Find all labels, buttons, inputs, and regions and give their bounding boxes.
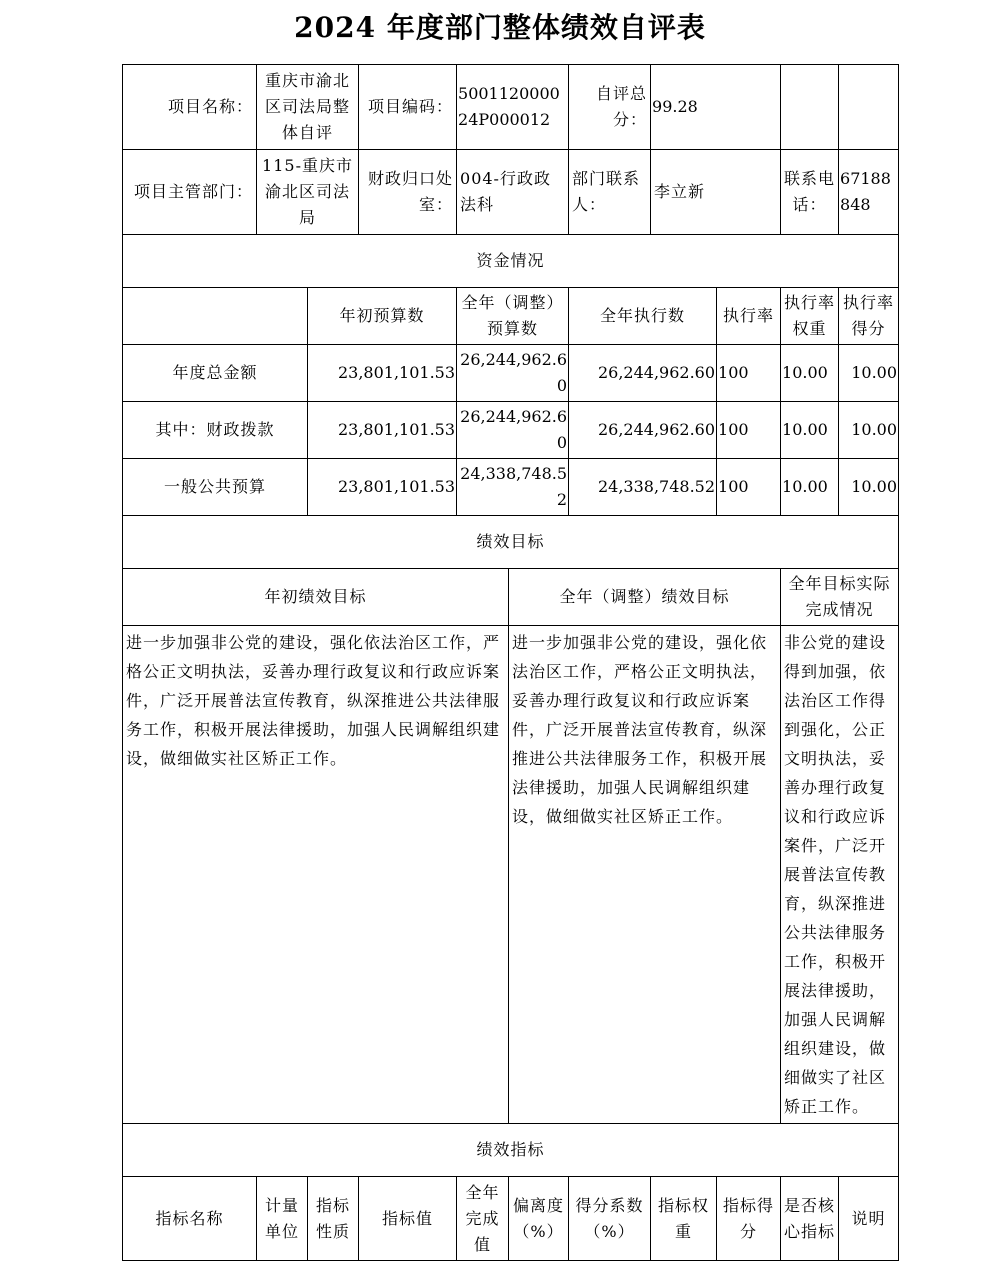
funds-value: 24,338,748.52 bbox=[569, 459, 717, 516]
empty-cell bbox=[839, 65, 899, 150]
project-name-value: 重庆市渝北区司法局整体自评 bbox=[257, 65, 359, 150]
indicator-header: 指标得分 bbox=[717, 1177, 781, 1261]
indicator-header: 指标名称 bbox=[123, 1177, 257, 1261]
funds-value: 10.00 bbox=[839, 402, 899, 459]
info-row-2 bbox=[123, 150, 899, 235]
funds-value: 24,338,748.52 bbox=[457, 459, 569, 516]
funds-value: 100 bbox=[717, 345, 781, 402]
funds-value: 10.00 bbox=[781, 402, 839, 459]
funds-value: 10.00 bbox=[839, 459, 899, 516]
info-row-1 bbox=[123, 65, 899, 150]
indicators-header-row bbox=[123, 1177, 899, 1261]
project-code-label: 项目编码： bbox=[359, 65, 457, 150]
goals-header-row bbox=[123, 569, 899, 626]
funds-value: 23,801,101.53 bbox=[308, 345, 457, 402]
dept-value: 115-重庆市渝北区司法局 bbox=[257, 150, 359, 235]
indicators-section-row bbox=[123, 1124, 899, 1177]
goal-initial-text: 进一步加强非公党的建设，强化依法治区工作，严格公正文明执法，妥善办理行政复议和行政应诉案件，广泛开展普法宣传教育，纵深推进公共法律服务工作，积极开展法律援助，加强人民调解组织建设，做细做实社区矫正工作。 bbox=[123, 626, 509, 1124]
indicator-header: 指标性质 bbox=[308, 1177, 359, 1261]
funds-header: 执行率 bbox=[717, 288, 781, 345]
funds-section-title: 资金情况 bbox=[123, 235, 899, 288]
funds-value: 23,801,101.53 bbox=[308, 459, 457, 516]
project-name-label: 项目名称： bbox=[123, 65, 257, 150]
goal-actual-text: 非公党的建设得到加强，依法治区工作得到强化，公正文明执法，妥善办理行政复议和行政应诉案件，广泛开展普法宣传教育，纵深推进公共法律服务工作，积极开展法律援助，加强人民调解组织建设，做细做实了社区矫正工作。 bbox=[781, 626, 899, 1124]
funds-value: 100 bbox=[717, 402, 781, 459]
goals-header-adjusted: 全年（调整）绩效目标 bbox=[509, 569, 781, 626]
funds-value: 10.00 bbox=[839, 345, 899, 402]
goals-section-row bbox=[123, 516, 899, 569]
funds-row bbox=[123, 459, 899, 516]
funds-value: 26,244,962.60 bbox=[569, 345, 717, 402]
finance-office-value: 004-行政政法科 bbox=[457, 150, 569, 235]
goal-adjusted-text: 进一步加强非公党的建设，强化依法治区工作，严格公正文明执法，妥善办理行政复议和行政应诉案件，广泛开展普法宣传教育，纵深推进公共法律服务工作，积极开展法律援助，加强人民调解组织建设，做细做实社区矫正工作。 bbox=[509, 626, 781, 1124]
funds-value: 100 bbox=[717, 459, 781, 516]
funds-header: 年初预算数 bbox=[308, 288, 457, 345]
funds-header: 全年（调整）预算数 bbox=[457, 288, 569, 345]
page-title: 2024 年度部门整体绩效自评表 bbox=[294, 11, 706, 44]
indicator-header: 计量单位 bbox=[257, 1177, 308, 1261]
phone-value: 67188848 bbox=[839, 150, 899, 235]
contact-label: 部门联系人： bbox=[569, 150, 651, 235]
contact-value: 李立新 bbox=[651, 150, 781, 235]
funds-row bbox=[123, 345, 899, 402]
performance-table bbox=[122, 64, 899, 1261]
dept-label: 项目主管部门： bbox=[123, 150, 257, 235]
funds-row-label: 一般公共预算 bbox=[123, 459, 308, 516]
funds-section-row bbox=[123, 235, 899, 288]
indicator-header: 指标值 bbox=[359, 1177, 457, 1261]
self-score-label: 自评总分： bbox=[569, 65, 651, 150]
indicator-header: 得分系数（%） bbox=[569, 1177, 651, 1261]
funds-value: 26,244,962.60 bbox=[457, 402, 569, 459]
funds-value: 23,801,101.53 bbox=[308, 402, 457, 459]
funds-value: 10.00 bbox=[781, 345, 839, 402]
self-score-value: 99.28 bbox=[651, 65, 781, 150]
indicator-header: 说明 bbox=[839, 1177, 899, 1261]
indicators-section-title: 绩效指标 bbox=[123, 1124, 899, 1177]
funds-header: 执行率权重 bbox=[781, 288, 839, 345]
funds-value: 26,244,962.60 bbox=[457, 345, 569, 402]
funds-header-row bbox=[123, 288, 899, 345]
indicator-header: 是否核心指标 bbox=[781, 1177, 839, 1261]
funds-value: 26,244,962.60 bbox=[569, 402, 717, 459]
funds-row-label: 年度总金额 bbox=[123, 345, 308, 402]
project-code-value: 500112000024P000012 bbox=[457, 65, 569, 150]
funds-row bbox=[123, 402, 899, 459]
funds-row-label: 其中：财政拨款 bbox=[123, 402, 308, 459]
funds-value: 10.00 bbox=[781, 459, 839, 516]
empty-cell bbox=[781, 65, 839, 150]
goals-header-actual: 全年目标实际完成情况 bbox=[781, 569, 899, 626]
phone-label: 联系电话： bbox=[781, 150, 839, 235]
indicator-header: 全年完成值 bbox=[457, 1177, 509, 1261]
finance-office-label: 财政归口处室： bbox=[359, 150, 457, 235]
funds-header: 执行率得分 bbox=[839, 288, 899, 345]
indicator-header: 指标权重 bbox=[651, 1177, 717, 1261]
funds-header: 全年执行数 bbox=[569, 288, 717, 345]
empty-cell bbox=[123, 288, 308, 345]
goals-header-initial: 年初绩效目标 bbox=[123, 569, 509, 626]
goals-section-title: 绩效目标 bbox=[123, 516, 899, 569]
indicator-header: 偏离度（%） bbox=[509, 1177, 569, 1261]
goals-content-row bbox=[123, 626, 899, 1124]
